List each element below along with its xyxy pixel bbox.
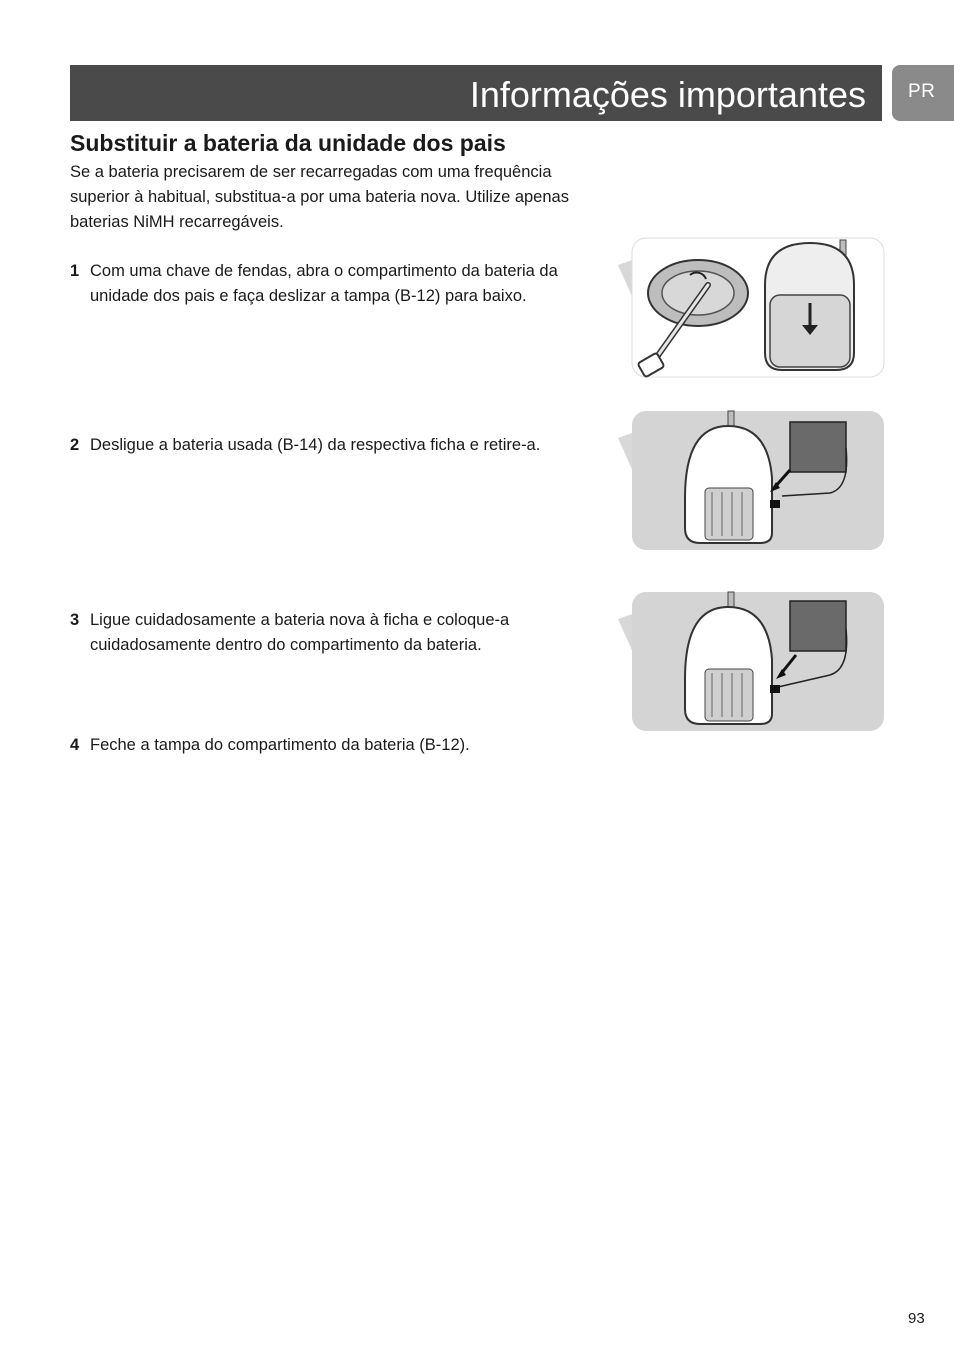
page-title: Informações importantes <box>469 74 866 115</box>
section-title: Substituir a bateria da unidade dos pais <box>70 130 506 156</box>
section-intro: Se a bateria precisarem de ser recarregadas com uma frequência superior à habitual, substitua-a por uma bateria nova. Utilize apenas baterias NiMH recarregáveis. <box>70 163 569 231</box>
step-4 <box>70 733 610 758</box>
header-bar <box>70 65 882 121</box>
step-text: Com uma chave de fendas, abra o compartimento da bateria da unidade dos pais e faça deslizar a tampa (B-12) para baixo. <box>90 262 558 305</box>
step-number: 4 <box>70 736 80 754</box>
step-number: 2 <box>70 436 80 454</box>
language-tab <box>892 65 954 121</box>
connect-battery-illustration <box>610 589 885 734</box>
disconnect-battery-illustration <box>610 408 885 553</box>
step-number: 1 <box>70 262 80 280</box>
step-number: 3 <box>70 611 80 629</box>
step-3 <box>70 608 610 658</box>
step-text: Feche a tampa do compartimento da bateria (B-12). <box>90 736 470 754</box>
step-text: Desligue a bateria usada (B-14) da respectiva ficha e retire-a. <box>90 436 541 454</box>
language-tab-label: PR <box>908 81 936 102</box>
screwdriver-open-cover-illustration <box>610 235 885 380</box>
step-1 <box>70 259 610 309</box>
step-2 <box>70 433 610 458</box>
step-text: Ligue cuidadosamente a bateria nova à ficha e coloque-a cuidadosamente dentro do compartimento da bateria. <box>90 611 510 654</box>
page-number: 93 <box>908 1310 925 1327</box>
